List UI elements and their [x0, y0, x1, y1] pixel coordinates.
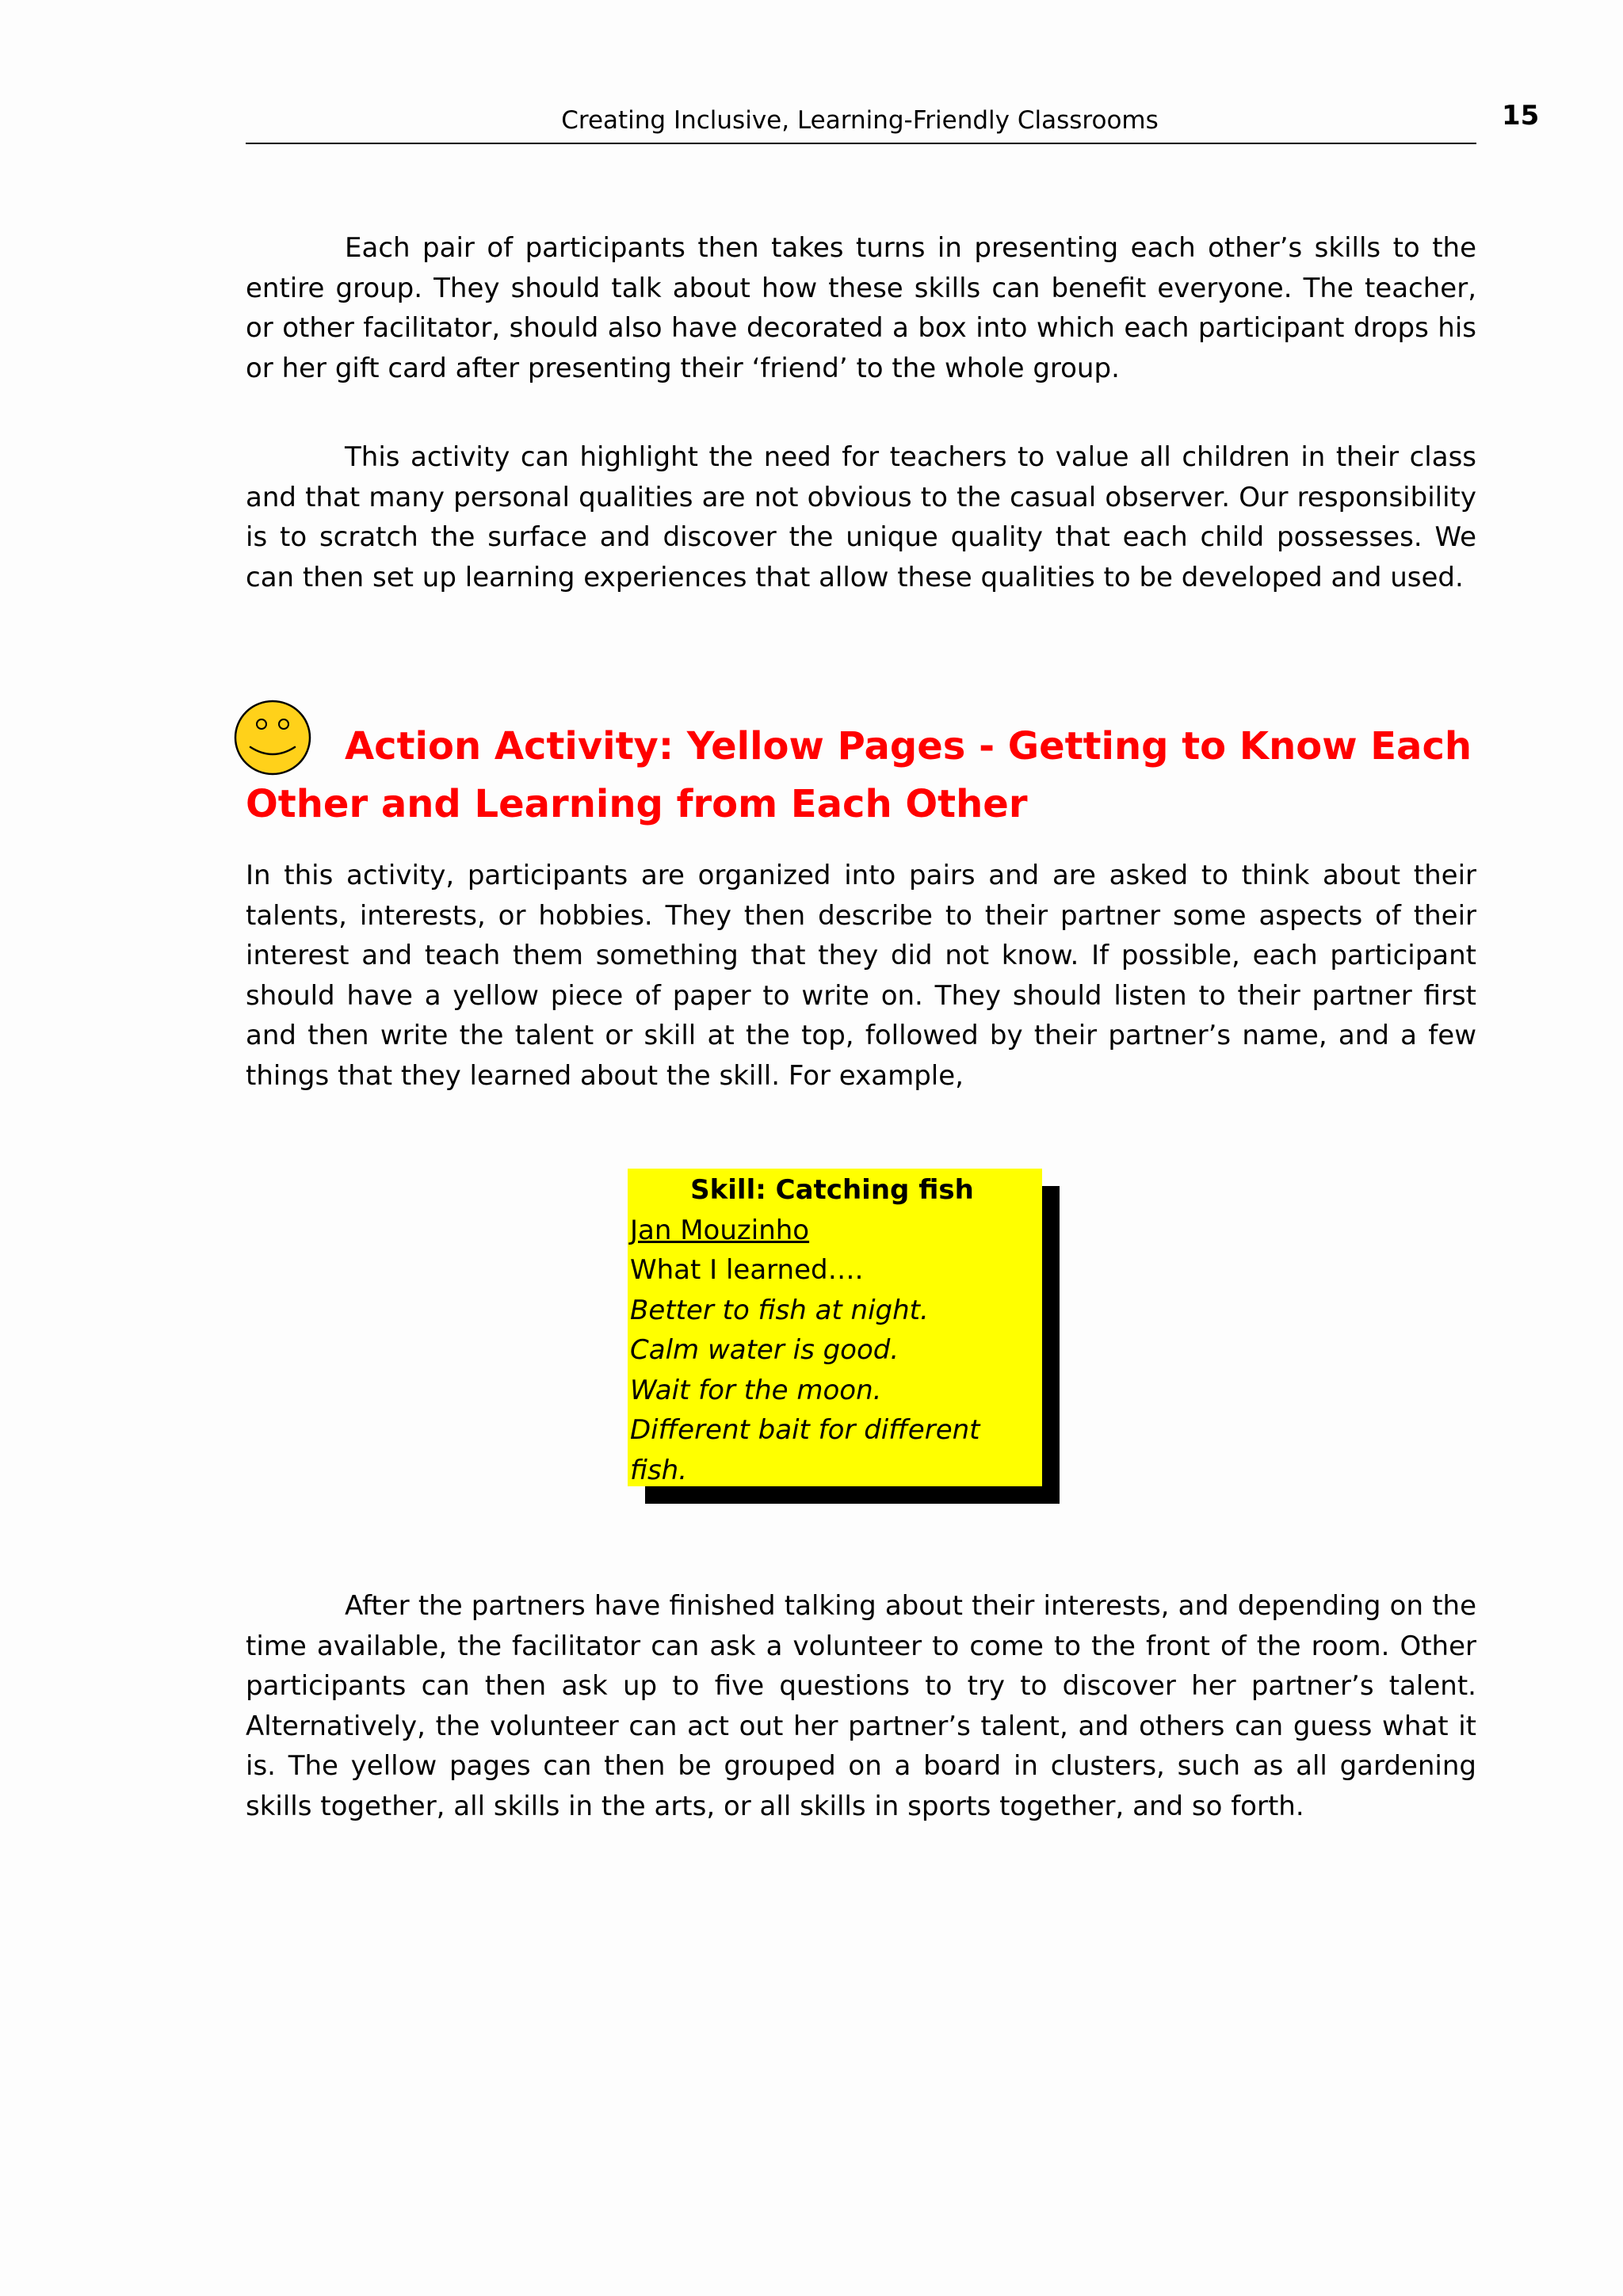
card-learned-item: fish. — [630, 1454, 688, 1486]
example-yellow-page-card — [628, 1169, 1042, 1486]
body-paragraph: In this activity, participants are organized into pairs and are asked to think about their talents, interests, or hobbies. They then describe to their partner some aspects of their interest and teach them something that they did not know. If possible, each participant should have a yellow piece of paper to write on. They should listen to their partner first and then write the talent or skill at the top, followed by their partner’s name, and a few things that they learned about the skill. For example, — [246, 860, 1476, 1092]
card-intro: What I learned…. — [630, 1254, 864, 1286]
section-heading: Action Activity: Yellow Pages - Getting to Know Each Other and Learning from Each Other — [246, 724, 1472, 826]
card-learned-item: Different bait for different — [630, 1414, 980, 1446]
card-learned-item: Calm water is good. — [630, 1334, 899, 1366]
body-paragraph: After the partners have finished talking about their interests, and depending on the time available, the facilitator can ask a volunteer to come to the front of the room. Other participants can then ask up to five questions to try to discover her partner’s talent. Alternatively, the volunteer can act out her partner’s talent, and others can guess what it is. The yellow pages can then be grouped on a board in clusters, such as all gardening skills together, all skills in the arts, or all skills in sports together, and so forth. — [246, 1590, 1476, 1822]
card-learned-item: Wait for the moon. — [630, 1374, 882, 1406]
page-number: 15 — [1502, 100, 1540, 132]
running-header: Creating Inclusive, Learning-Friendly Classrooms — [561, 106, 1159, 135]
card-partner-name: Jan Mouzinho — [630, 1214, 810, 1246]
body-paragraph: This activity can highlight the need for teachers to value all children in their class and that many personal qualities are not obvious to the casual observer. Our responsibility is to scratch the surface and discover the unique quality that each child possesses. We can then set up learning experiences that allow these qualities to be developed and used. — [246, 441, 1476, 593]
card-learned-item: Better to fish at night. — [630, 1294, 929, 1326]
header-rule — [246, 143, 1476, 144]
body-paragraph: Each pair of participants then takes turns in presenting each other’s skills to the entire group. They should talk about how these skills can benefit everyone. The teacher, or other facilitator, should also have decorated a box into which each participant drops his or her gift card after presenting their ‘friend’ to the whole group. — [246, 232, 1476, 384]
card-skill-title: Skill: Catching fish — [690, 1174, 974, 1206]
